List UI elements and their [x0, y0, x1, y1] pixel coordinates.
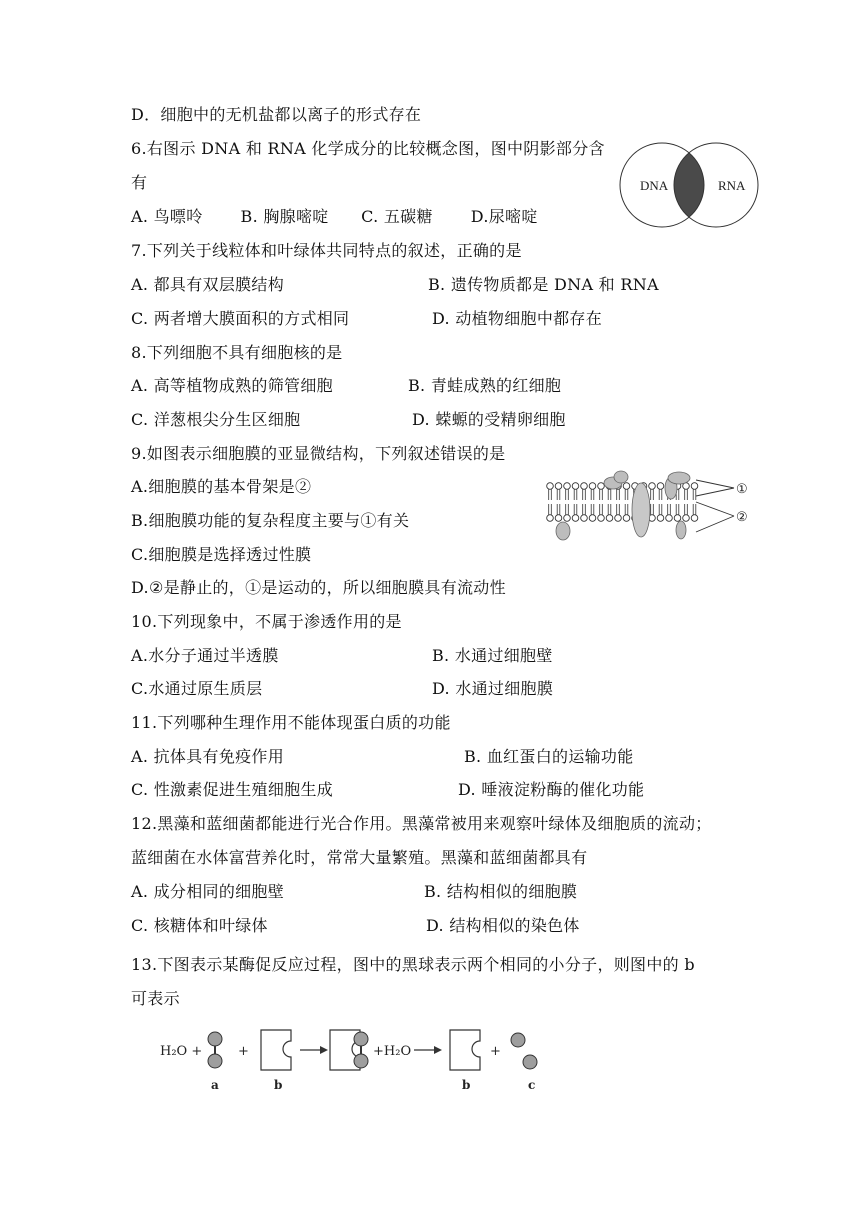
- enzyme-b: [261, 1030, 291, 1070]
- lipid-head: [657, 515, 664, 522]
- lipid-head: [691, 515, 698, 522]
- product-ball: [523, 1055, 537, 1069]
- q7-option-b: B. 遗传物质都是 DNA 和 RNA: [428, 275, 659, 294]
- lipid-head: [589, 515, 596, 522]
- q12-option-c: C. 核糖体和叶绿体: [131, 916, 268, 935]
- membrane-protein: [556, 522, 570, 540]
- lipid-head: [691, 483, 698, 490]
- q12-option-d: D. 结构相似的染色体: [426, 916, 580, 935]
- q7-option-d: D. 动植物细胞中都存在: [432, 309, 603, 328]
- plus-sign: +: [238, 1044, 249, 1059]
- q10-option-a: A.水分子通过半透膜: [131, 646, 279, 665]
- lipid-head: [623, 515, 630, 522]
- lipid-head: [589, 483, 596, 490]
- label-c: c: [528, 1078, 536, 1092]
- q8-option-a: A. 高等植物成熟的筛管细胞: [131, 376, 333, 395]
- venn-dna-label: DNA: [640, 178, 669, 193]
- arrow-head: [434, 1046, 442, 1054]
- label-2: ②: [736, 510, 748, 525]
- q12-option-b: B. 结构相似的细胞膜: [424, 882, 578, 901]
- venn-diagram: [612, 140, 782, 230]
- q12-stem-cont: 蓝细菌在水体富营养化时，常常大量繁殖。黑藻和蓝细菌都具有: [131, 848, 588, 867]
- molecule-ball: [208, 1032, 222, 1046]
- pointer-line-1a: [696, 480, 734, 488]
- lipid-head: [674, 515, 681, 522]
- membrane-protein: [668, 472, 690, 484]
- q8-option-c: C. 洋葱根尖分生区细胞: [131, 410, 301, 429]
- label-1: ①: [736, 482, 748, 497]
- q10-option-c: C.水通过原生质层: [131, 679, 263, 698]
- q8-option-d: D. 蝾螈的受精卵细胞: [412, 410, 566, 429]
- q6-options: A. 鸟嘌呤 B. 胸腺嘧啶 C. 五碳糖 D.尿嘧啶: [131, 207, 538, 226]
- enzyme-reaction-diagram: [158, 1022, 578, 1102]
- q11-option-b: B. 血红蛋白的运输功能: [464, 747, 634, 766]
- lipid-head: [649, 483, 656, 490]
- q9-option-a: A.细胞膜的基本骨架是②: [131, 477, 312, 496]
- lipid-head: [606, 515, 613, 522]
- q10-option-b: B. 水通过细胞壁: [432, 646, 553, 665]
- reactant-water: H₂O +: [160, 1044, 203, 1059]
- lipid-head: [555, 483, 562, 490]
- lipid-head: [547, 483, 554, 490]
- lipid-head: [666, 515, 673, 522]
- lipid-head: [572, 483, 579, 490]
- lipid-head: [581, 515, 588, 522]
- pointer-line-2b: [696, 516, 734, 532]
- q13-stem: 13.下图表示某酶促反应过程，图中的黑球表示两个相同的小分子，则图中的 b: [131, 955, 695, 974]
- cell-membrane-diagram: [546, 466, 761, 546]
- q7-option-a: A. 都具有双层膜结构: [131, 275, 285, 294]
- arrow-head: [320, 1046, 328, 1054]
- membrane-protein: [614, 471, 628, 483]
- q12-stem: 12.黑藻和蓝细菌都能进行光合作用。黑藻常被用来观察叶绿体及细胞质的流动；: [131, 814, 712, 833]
- molecule-ball: [208, 1054, 222, 1068]
- membrane-protein: [632, 483, 650, 537]
- q9-option-d: D.②是静止的，①是运动的，所以细胞膜具有流动性: [131, 578, 506, 597]
- lipid-head: [615, 515, 622, 522]
- plus-water: +H₂O: [373, 1044, 412, 1059]
- q6-stem: 6.右图示 DNA 和 RNA 化学成分的比较概念图，图中阴影部分含: [131, 139, 605, 158]
- q11-option-d: D. 唾液淀粉酶的催化功能: [458, 780, 645, 799]
- venn-rna-label: RNA: [718, 178, 746, 193]
- lipid-head: [547, 515, 554, 522]
- lipid-head: [564, 483, 571, 490]
- q12-option-a: A. 成分相同的细胞壁: [131, 882, 285, 901]
- plus-sign-2: +: [490, 1044, 501, 1059]
- lipid-head: [564, 515, 571, 522]
- q7-stem: 7.下列关于线粒体和叶绿体共同特点的叙述，正确的是: [131, 241, 522, 260]
- q10-option-d: D. 水通过细胞膜: [432, 679, 554, 698]
- q7-option-c: C. 两者增大膜面积的方式相同: [131, 309, 350, 328]
- product-ball: [511, 1033, 525, 1047]
- enzyme-b-product: [450, 1030, 480, 1070]
- membrane-protein: [676, 521, 686, 539]
- q10-stem: 10.下列现象中，不属于渗透作用的是: [131, 612, 402, 631]
- label-a: a: [211, 1078, 219, 1092]
- q9-option-c: C.细胞膜是选择透过性膜: [131, 545, 312, 564]
- lipid-head: [683, 515, 690, 522]
- lipid-head: [598, 483, 605, 490]
- lipid-head: [572, 515, 579, 522]
- molecule-ball: [354, 1032, 368, 1046]
- pointer-line-1b: [696, 488, 734, 496]
- lipid-head: [623, 483, 630, 490]
- molecule-ball: [354, 1054, 368, 1068]
- q11-option-c: C. 性激素促进生殖细胞生成: [131, 780, 334, 799]
- q11-stem: 11.下列哪种生理作用不能体现蛋白质的功能: [131, 713, 451, 732]
- q9-stem: 9.如图表示细胞膜的亚显微结构，下列叙述错误的是: [131, 444, 506, 463]
- q6-stem-cont: 有: [131, 173, 148, 192]
- lipid-head: [555, 515, 562, 522]
- lipid-head: [598, 515, 605, 522]
- q8-stem: 8.下列细胞不具有细胞核的是: [131, 343, 343, 362]
- label-b: b: [274, 1078, 283, 1092]
- q8-option-b: B. 青蛙成熟的红细胞: [408, 376, 562, 395]
- label-b-2: b: [462, 1078, 471, 1092]
- q5-option-d: D．细胞中的无机盐都以离子的形式存在: [131, 105, 422, 124]
- pointer-line-2a: [696, 502, 734, 516]
- q9-option-b: B.细胞膜功能的复杂程度主要与①有关: [131, 511, 410, 530]
- lipid-head: [581, 483, 588, 490]
- q13-stem-cont: 可表示: [131, 989, 180, 1008]
- lipid-head: [657, 483, 664, 490]
- q11-option-a: A. 抗体具有免疫作用: [131, 747, 285, 766]
